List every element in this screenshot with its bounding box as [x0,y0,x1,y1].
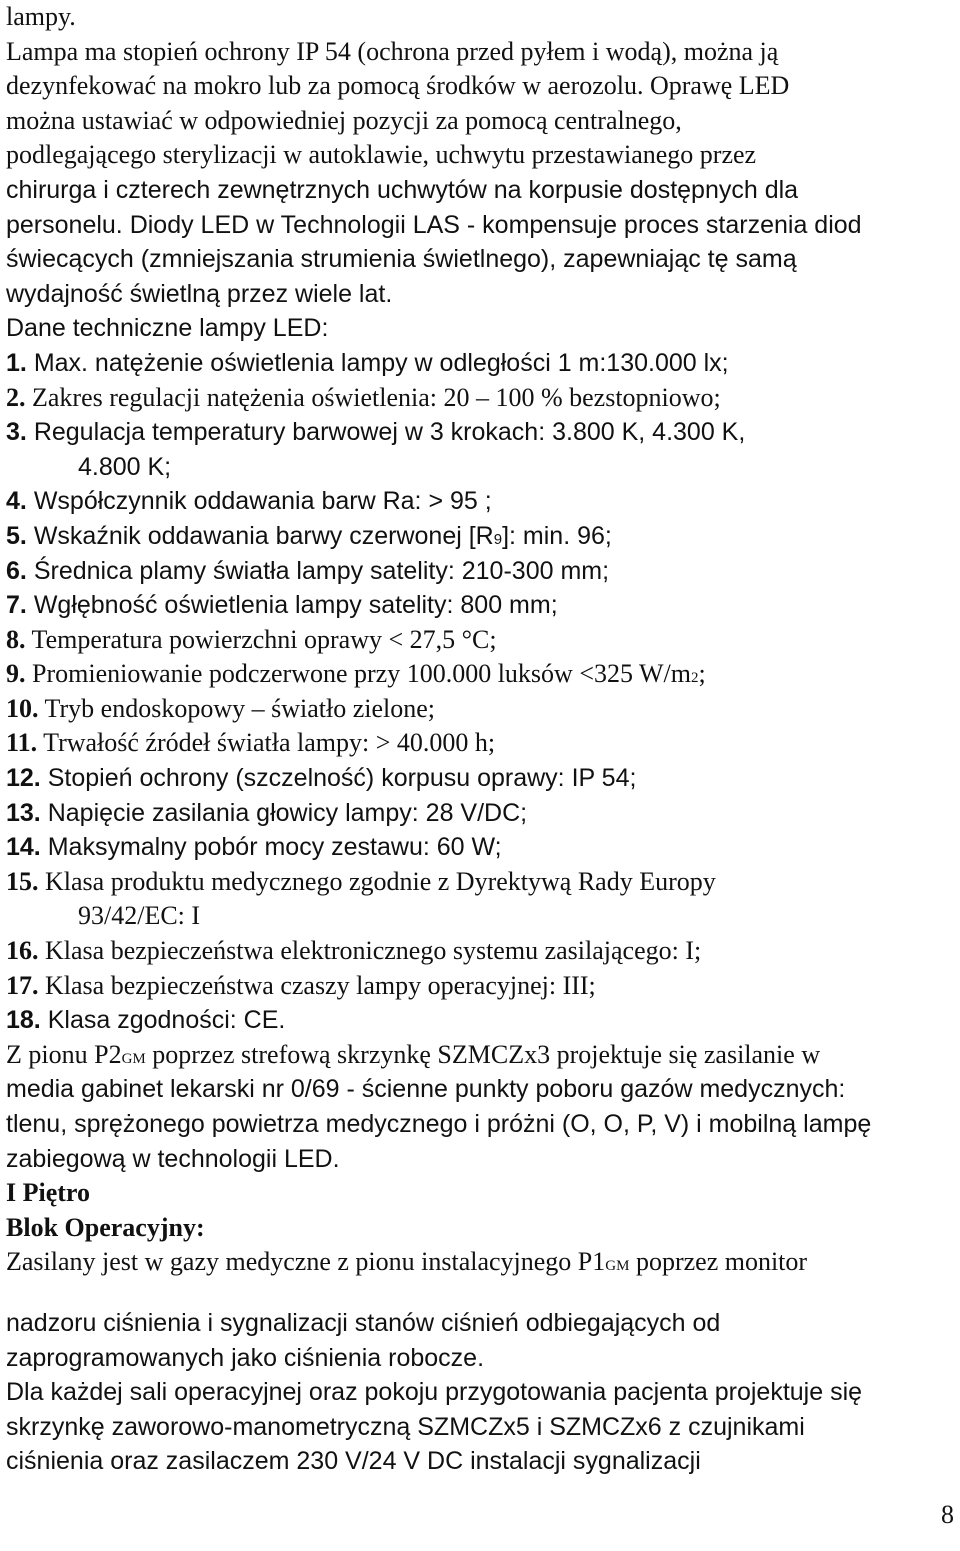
paragraph-line: media gabinet lekarski nr 0/69 - ścienne punkty poboru gazów medycznych: [6,1075,846,1104]
paragraph-line: zaprogramowanych jako ciśnienia robocze. [6,1343,485,1372]
intro-line: lampy. [6,2,76,31]
block-paragraph [6,1245,954,1479]
spec-item: 2. Zakres regulacji natężenia oświetlenia: 20 – 100 % bezstopniowo; [6,382,721,412]
spec-item: 9. Promieniowanie podczerwone przy 100.000 luksów <325 W/m2; [6,659,706,689]
paragraph-line: nadzoru ciśnienia i sygnalizacji stanów ciśnień odbiegających od [6,1308,721,1337]
paragraph-line: ciśnienia oraz zasilaczem 230 V/24 V DC instalacji sygnalizacji [6,1447,701,1476]
paragraph-line: skrzynkę zaworowo-manometryczną SZMCZx5 i SZMCZx6 z czujnikami [6,1412,805,1441]
spec-item: 5. Wskaźnik oddawania barwy czerwonej [R9]: min. 96; [6,521,612,550]
spec-item: 14. Maksymalny pobór mocy zestawu: 60 W; [6,833,502,862]
spec-item: 11. Trwałość źródeł światła lampy: > 40.000 h; [6,728,496,758]
spec-item: 12. Stopień ochrony (szczelność) korpusu oprawy: IP 54; [6,764,637,793]
spec-item: 15. Klasa produktu medycznego zgodnie z Dyrektywą Rady Europy [6,866,716,896]
spec-item: 1. Max. natężenie oświetlenia lampy w odległości 1 m:130.000 lx; [6,348,729,377]
spec-item-continuation: 93/42/EC: I [78,901,201,931]
spec-item: 10. Tryb endoskopowy – światło zielone; [6,693,435,723]
heading-floor: I Piętro [6,1178,90,1208]
page-number: 8 [941,1500,954,1529]
spec-item: 4. Współczynnik oddawania barw Ra: > 95 ; [6,487,492,516]
specs-list [6,346,954,1038]
intro-line: chirurga i czterech zewnętrznych uchwytów na korpusie dostępnych dla [6,175,799,204]
paragraph-line: tlenu, sprężonego powietrza medycznego i próżni (O, O, P, V) i mobilną lampę [6,1110,872,1138]
specs-heading: Dane techniczne lampy LED: [6,314,329,343]
intro-line: Lampa ma stopień ochrony IP 54 (ochrona przed pyłem i wodą), można ją [6,36,779,66]
intro-line: dezynfekować na mokro lub za pomocą środków w aerozolu. Oprawę LED [6,71,790,101]
paragraph-line: Z pionu P2GM poprzez strefową skrzynkę SZMCZx3 projektuje się zasilanie w [6,1039,821,1069]
spec-item: 18. Klasa zgodności: CE. [6,1006,286,1035]
intro-line: świecących (zmniejszania strumienia świetlnego), zapewniając tę samą [6,245,797,274]
paragraph-gap [6,1280,954,1306]
intro-line: wydajność świetlną przez wiele lat. [6,279,393,308]
intro-line: podlegającego sterylizacji w autoklawie, uchwytu przestawianego przez [6,140,757,170]
spec-item: 16. Klasa bezpieczeństwa elektronicznego systemu zasilającego: I; [6,936,702,966]
spec-item: 6. Średnica plamy światła lampy satelity: 210-300 mm; [6,556,610,585]
riser-paragraph [6,1038,954,1176]
intro-line: można ustawiać w odpowiedniej pozycji za pomocą centralnego, [6,105,682,135]
spec-item: 17. Klasa bezpieczeństwa czaszy lampy operacyjnej: III; [6,970,596,1000]
spec-item: 13. Napięcie zasilania głowicy lampy: 28 V/DC; [6,798,528,827]
intro-line: personelu. Diody LED w Technologii LAS - kompensuje proces starzenia diod [6,210,862,239]
spec-item: 8. Temperatura powierzchni oprawy < 27,5 °C; [6,624,497,654]
spec-item-continuation: 4.800 K; [78,452,172,481]
paragraph-line: Zasilany jest w gazy medyczne z pionu instalacyjnego P1GM poprzez monitor [6,1247,808,1277]
spec-item: 7. Wgłębność oświetlenia lampy satelity: 800 mm; [6,591,558,620]
paragraph-line: zabiegową w technologii LED. [6,1144,340,1173]
spec-item: 3. Regulacja temperatury barwowej w 3 krokach: 3.800 K, 4.300 K, [6,418,746,447]
document-page [6,0,954,1479]
paragraph-line: Dla każdej sali operacyjnej oraz pokoju przygotowania pacjenta projektuje się [6,1378,863,1407]
heading-block: Blok Operacyjny: [6,1212,205,1242]
